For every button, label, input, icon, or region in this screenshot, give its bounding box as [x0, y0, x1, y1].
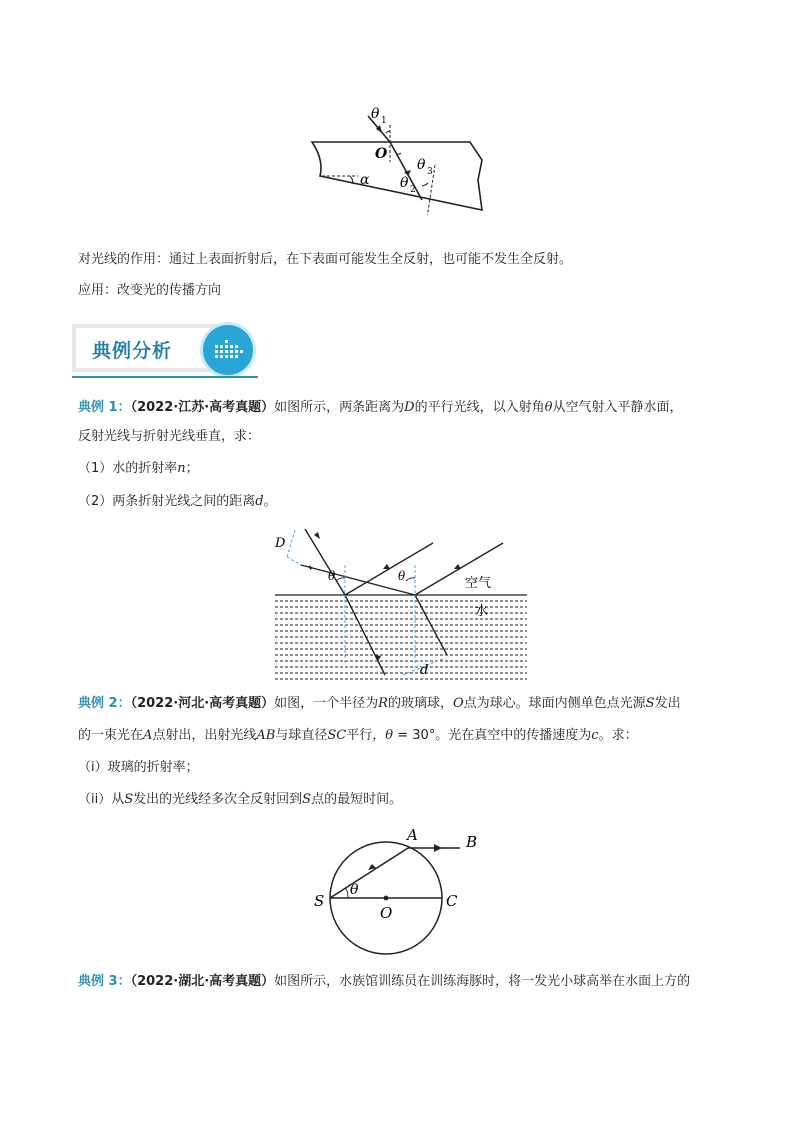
example1-line1	[78, 398, 682, 418]
var-d-upper: D	[404, 400, 415, 415]
fig-d-lower: d	[420, 663, 429, 678]
point-o-label: O	[375, 146, 388, 162]
e2-l2-b: 点射出，出射光线	[152, 728, 257, 743]
example3-line1	[78, 972, 690, 992]
fig-air-label: 空气	[465, 576, 492, 591]
prism-effect-text: 对光线的作用：通过上表面折射后，在下表面可能发生全反射，也可能不发生全反射。	[78, 252, 573, 267]
sphere-label-theta: θ	[350, 882, 359, 898]
var-o: O	[452, 696, 464, 711]
e2-l2-c: 与球直径	[275, 728, 328, 743]
e2-q2-c: 点的最短时间。	[311, 792, 403, 807]
q1-end: ；	[185, 461, 199, 476]
fig-theta-left: θ	[328, 569, 336, 583]
example2-line2	[78, 726, 638, 746]
theta1-sub: 1	[381, 116, 387, 126]
example2-label: 典例 2：	[78, 696, 131, 711]
var-d-lower: d	[255, 494, 264, 509]
e2-l2-e: = 30°。光在真空中的传播速度为	[393, 728, 592, 743]
theta2-label: θ	[400, 175, 409, 191]
fig-water-label: 水	[475, 604, 489, 619]
example1-stem-b: 的平行光线，以入射角	[414, 400, 545, 415]
prism-refraction-figure	[300, 100, 500, 215]
example2-q2	[78, 790, 402, 810]
section-banner	[72, 318, 258, 380]
example1-stem-c: 从空气射入平静水面，	[552, 400, 683, 415]
theta2-sub: 2	[410, 185, 416, 195]
water-refraction-figure	[265, 525, 530, 685]
e2-stem-b: 的玻璃球，	[387, 696, 453, 711]
example1-line2: 反射光线与折射光线垂直，求：	[78, 429, 261, 444]
e2-q2-a: （ii）从	[78, 792, 125, 807]
e2-stem-d: 发出	[654, 696, 681, 711]
example2-line1	[78, 694, 681, 714]
e2-stem-a: 如图，一个半径为	[274, 696, 379, 711]
var-r: R	[378, 696, 388, 711]
example3-stem: 如图所示，水族馆训练员在训练海豚时，将一发光小球高举在水面上方的	[274, 974, 691, 989]
fig-d-upper: D	[275, 536, 286, 551]
var-s: S	[645, 696, 655, 711]
var-ab: AB	[256, 728, 276, 743]
q1-text: （1）水的折射率	[78, 461, 178, 476]
var-s-2: S	[302, 792, 312, 807]
var-theta-2: θ	[385, 728, 394, 743]
e2-l2-f: 。求：	[598, 728, 638, 743]
fig-theta-right: θ	[398, 569, 406, 583]
var-sc: SC	[327, 728, 347, 743]
glass-sphere-figure	[310, 820, 500, 965]
sphere-label-o: O	[380, 904, 393, 922]
example2-source: （2022·河北·高考真题）	[130, 696, 275, 711]
sphere-label-s: S	[314, 892, 325, 910]
var-n: n	[177, 461, 186, 476]
grid-badge-icon	[200, 322, 256, 378]
var-s-1: S	[124, 792, 134, 807]
sphere-label-a: A	[407, 826, 418, 844]
theta1-label: θ	[371, 106, 380, 122]
example3-source: （2022·湖北·高考真题）	[130, 974, 275, 989]
section-title: 典例分析	[92, 340, 173, 362]
q2-text: （2）两条折射光线之间的距离	[78, 494, 256, 509]
sphere-label-b: B	[466, 833, 478, 851]
example1-label: 典例 1：	[78, 400, 131, 415]
alpha-label: α	[360, 172, 370, 188]
example1-q1	[78, 459, 199, 479]
q2-end: 。	[263, 494, 277, 509]
var-theta: θ	[544, 400, 553, 415]
theta3-label: θ	[417, 157, 426, 173]
example1-source: （2022·江苏·高考真题）	[130, 400, 275, 415]
e2-q2-b: 发出的光线经多次全反射回到	[133, 792, 303, 807]
e2-l2-a: 的一束光在	[78, 728, 144, 743]
prism-application-text: 应用：改变光的传播方向	[78, 283, 222, 298]
var-c: c	[591, 728, 599, 743]
example2-q1: （i）玻璃的折射率；	[78, 760, 199, 775]
example1-stem-a: 如图所示，两条距离为	[274, 400, 405, 415]
var-a: A	[143, 728, 153, 743]
example3-label: 典例 3：	[78, 974, 131, 989]
theta3-sub: 3	[427, 167, 433, 177]
sphere-label-c: C	[446, 892, 458, 910]
e2-l2-d: 平行，	[346, 728, 386, 743]
example1-q2	[78, 492, 277, 512]
e2-stem-c: 点为球心。球面内侧单色点光源	[463, 696, 646, 711]
